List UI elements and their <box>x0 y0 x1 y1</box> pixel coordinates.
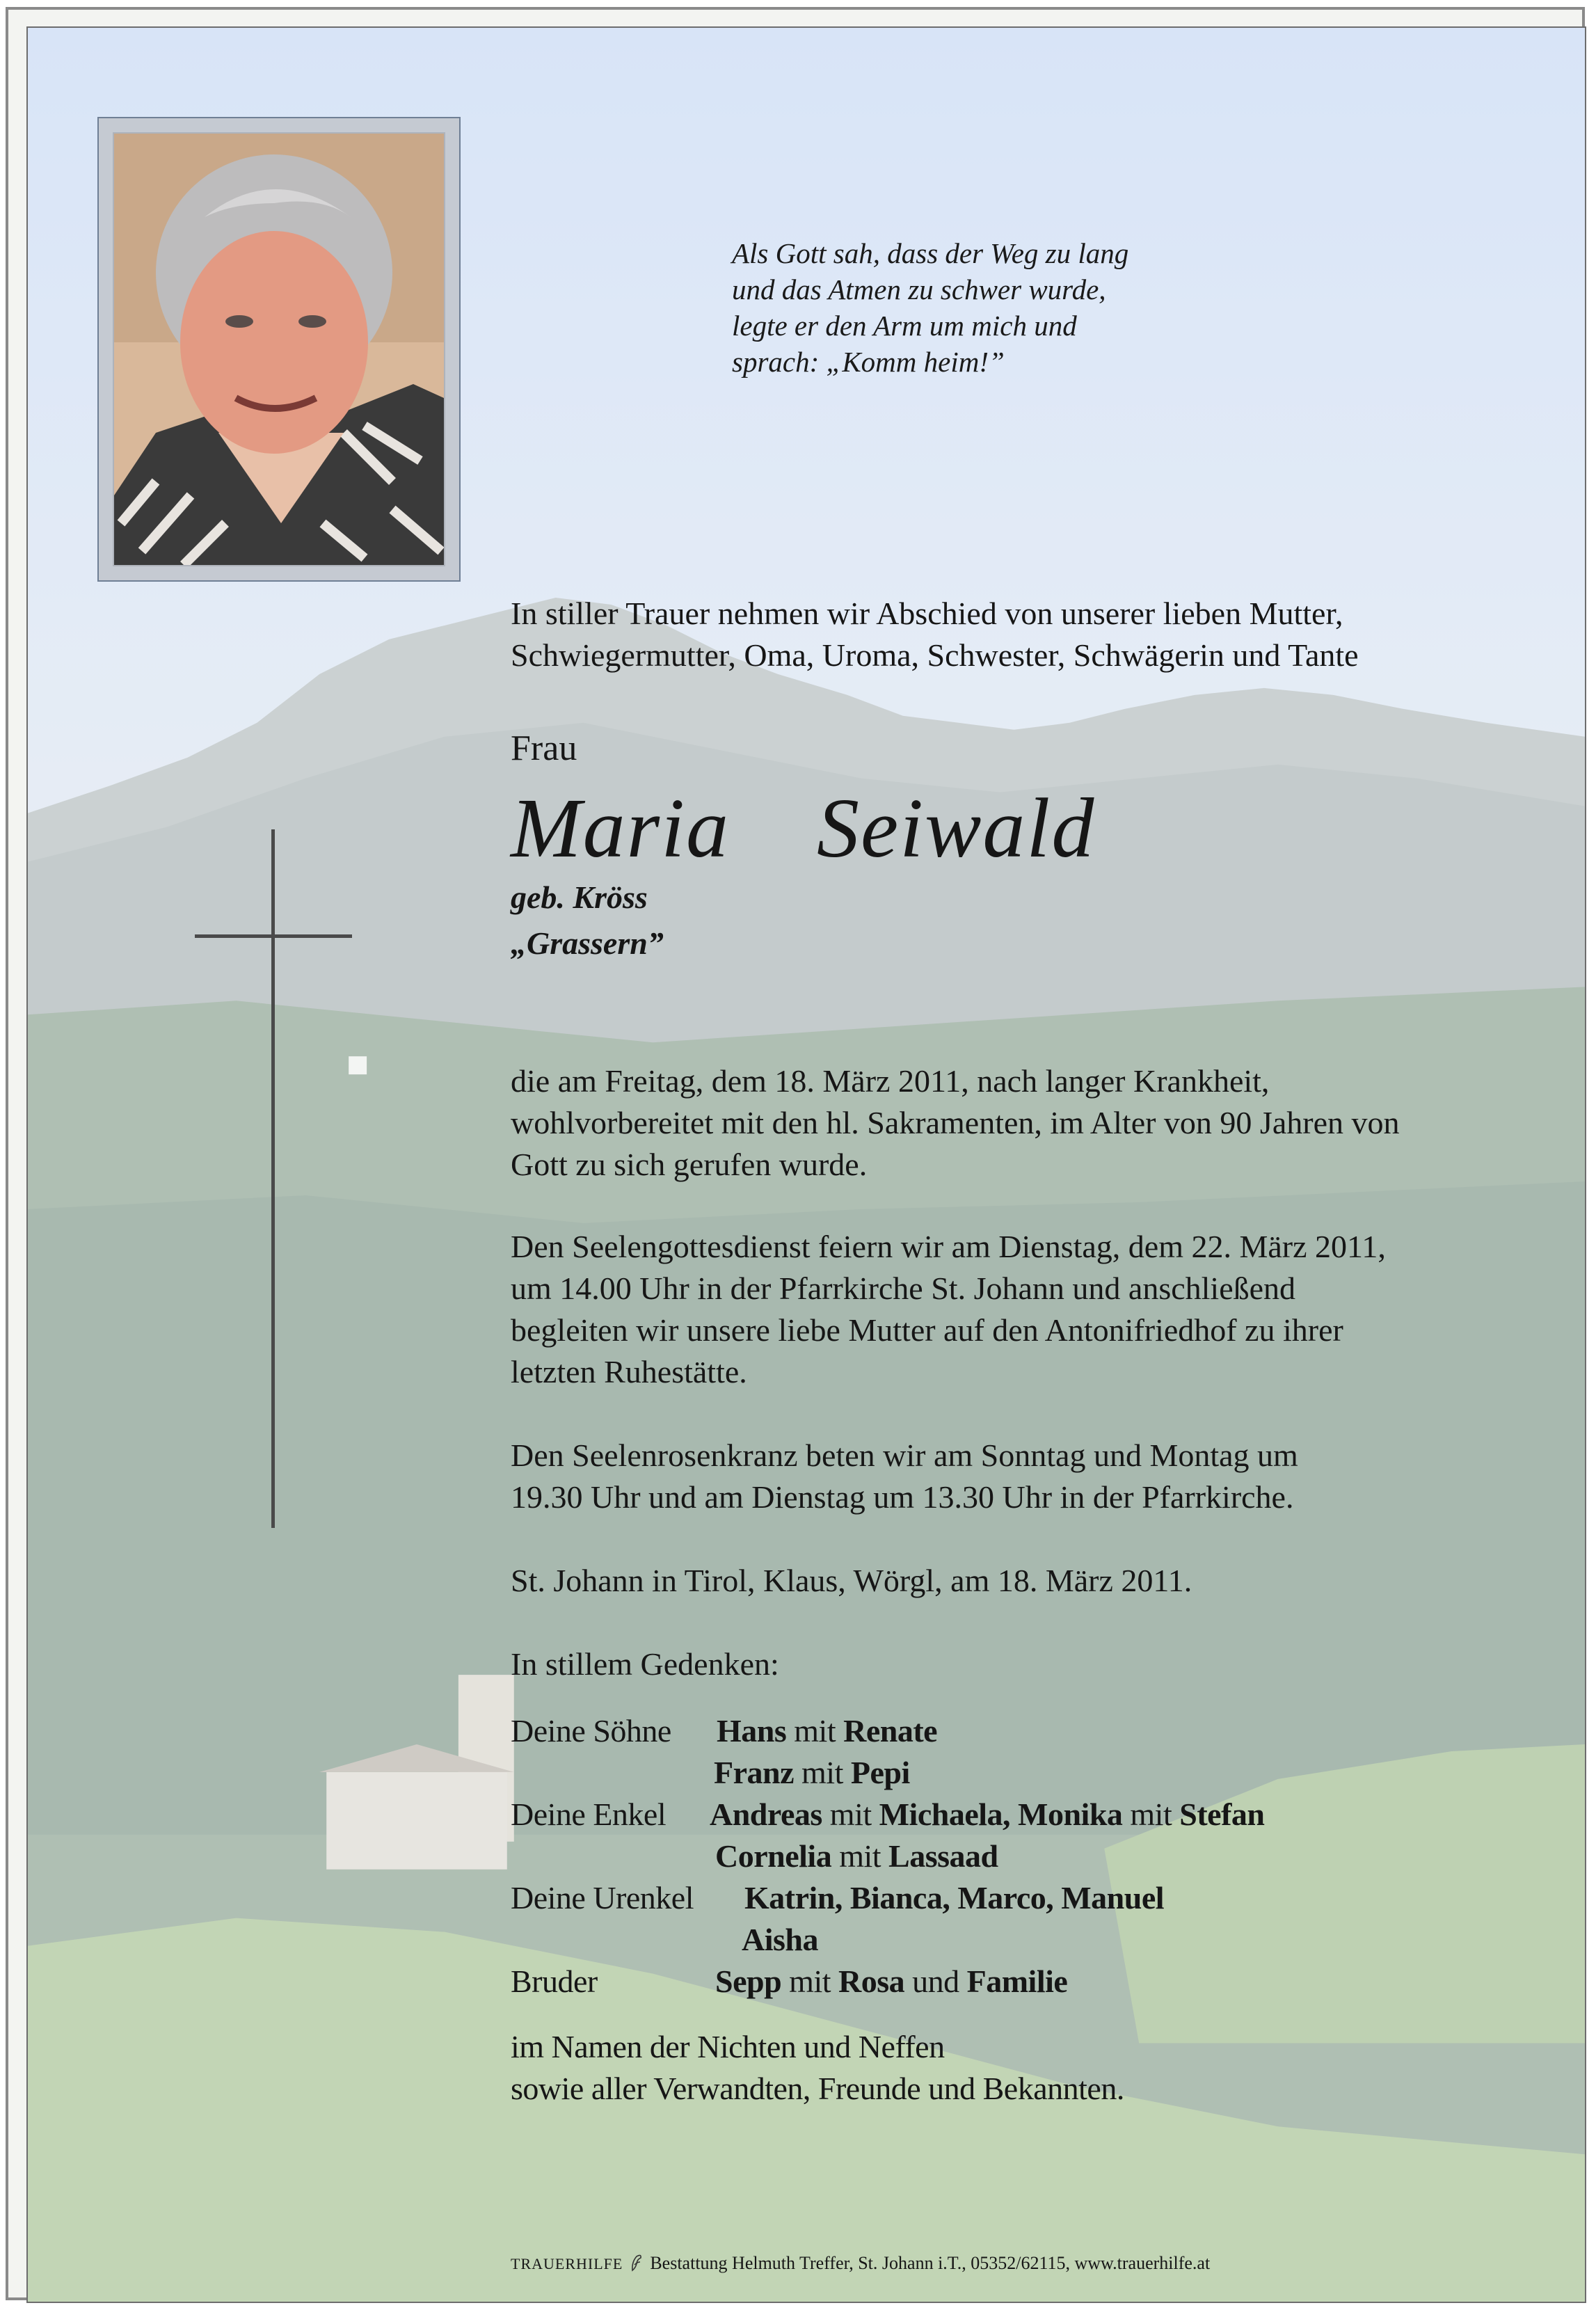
family-name: Sepp <box>715 1964 782 1999</box>
family-name: Rosa <box>838 1964 905 1999</box>
house-name: „Grassern” <box>511 925 664 961</box>
place-date: St. Johann in Tirol, Klaus, Wörgl, am 18. März 2011. <box>511 1563 1192 1598</box>
face <box>180 231 368 454</box>
portrait-frame <box>97 117 461 582</box>
family-row-grandchildren <box>511 1794 666 1835</box>
family-entry <box>742 1919 818 1961</box>
family-entry <box>710 1794 1264 1835</box>
family-name: Michaela, Monika <box>879 1797 1123 1832</box>
family-connector: mit <box>801 1755 843 1790</box>
footer-text: Bestattung Helmuth Treffer, St. Johann i.T., 05352/62115, www.trauerhilfe.at <box>650 2253 1211 2273</box>
family-name: Stefan <box>1179 1797 1265 1832</box>
family-name: Lassaad <box>888 1838 998 1874</box>
family-label: Deine Söhne <box>511 1713 671 1749</box>
maiden-name: geb. Kröss <box>511 879 648 915</box>
funeral-notice: Den Seelengottesdienst feiern wir am Dienstag, dem 22. März 2011, um 14.00 Uhr in der Pfarrkirche St. Johann und anschließend begleiten wir unsere liebe Mutter auf den Antonifriedhof zu ihrer letzten Ruhestätte. <box>511 1229 1386 1389</box>
rosary-notice: Den Seelenrosenkranz beten wir am Sonntag und Montag um 19.30 Uhr und am Dienstag um 13.30 Uhr in der Pfarrkirche. <box>511 1437 1298 1515</box>
family-name: Cornelia <box>715 1838 832 1874</box>
family-row-sons <box>511 1710 671 1752</box>
salutation: Frau <box>511 728 577 768</box>
footer-brand: TRAUERHILFE <box>511 2255 623 2272</box>
family-entry <box>744 1877 1164 1919</box>
poem-quote: Als Gott sah, dass der Weg zu lang und das Atmen zu schwer wurde, legte er den Arm um mich und sprach: „Komm heim!” <box>732 237 1129 378</box>
outer-frame <box>6 7 1585 2300</box>
family-connector: mit <box>794 1713 836 1749</box>
portrait-photo <box>113 132 445 566</box>
obituary-card <box>26 26 1586 2303</box>
family-connector: mit <box>1130 1797 1172 1832</box>
family-name: Hans <box>717 1713 787 1749</box>
family-row-brother <box>511 1961 598 2002</box>
family-name: Andreas <box>710 1797 822 1832</box>
family-label: Bruder <box>511 1964 598 1999</box>
footer <box>511 2253 1210 2275</box>
family-entry <box>715 1961 1067 2002</box>
family-row-great-grandchildren <box>511 1877 694 1919</box>
family-name: Pepi <box>850 1755 910 1790</box>
family-entry <box>717 1710 937 1752</box>
closing-text: im Namen der Nichten und Neffen sowie aller Verwandten, Freunde und Bekannten. <box>511 2029 1124 2106</box>
family-connector: mit <box>829 1797 872 1832</box>
death-notice: die am Freitag, dem 18. März 2011, nach langer Krankheit, wohlvorbereitet mit den hl. Sakramenten, im Alter von 90 Jahren von Gott zu sich gerufen wurde. <box>511 1063 1400 1182</box>
family-entry <box>715 1835 998 1877</box>
family-connector: mit <box>789 1964 831 1999</box>
family-name: Katrin, Bianca, Marco, Manuel <box>744 1880 1165 1915</box>
family-name: Renate <box>843 1713 938 1749</box>
portrait-illustration <box>114 134 444 565</box>
family-entry <box>714 1752 910 1794</box>
family-label: Deine Enkel <box>511 1797 667 1832</box>
family-connector: und <box>912 1964 959 1999</box>
cross-icon-bar <box>195 934 352 938</box>
family-name: Franz <box>714 1755 795 1790</box>
family-connector: mit <box>839 1838 881 1874</box>
deceased-name: Maria Seiwald <box>511 781 1096 875</box>
family-name: Aisha <box>742 1922 818 1957</box>
memory-heading: In stillem Gedenken: <box>511 1646 779 1682</box>
family-name: Familie <box>966 1964 1068 1999</box>
intro-text: In stiller Trauer nehmen wir Abschied von unserer lieben Mutter, Schwiegermutter, Oma, Uroma, Schwester, Schwägerin und Tante <box>511 596 1359 673</box>
dove-icon <box>630 2254 643 2272</box>
family-label: Deine Urenkel <box>511 1880 694 1915</box>
